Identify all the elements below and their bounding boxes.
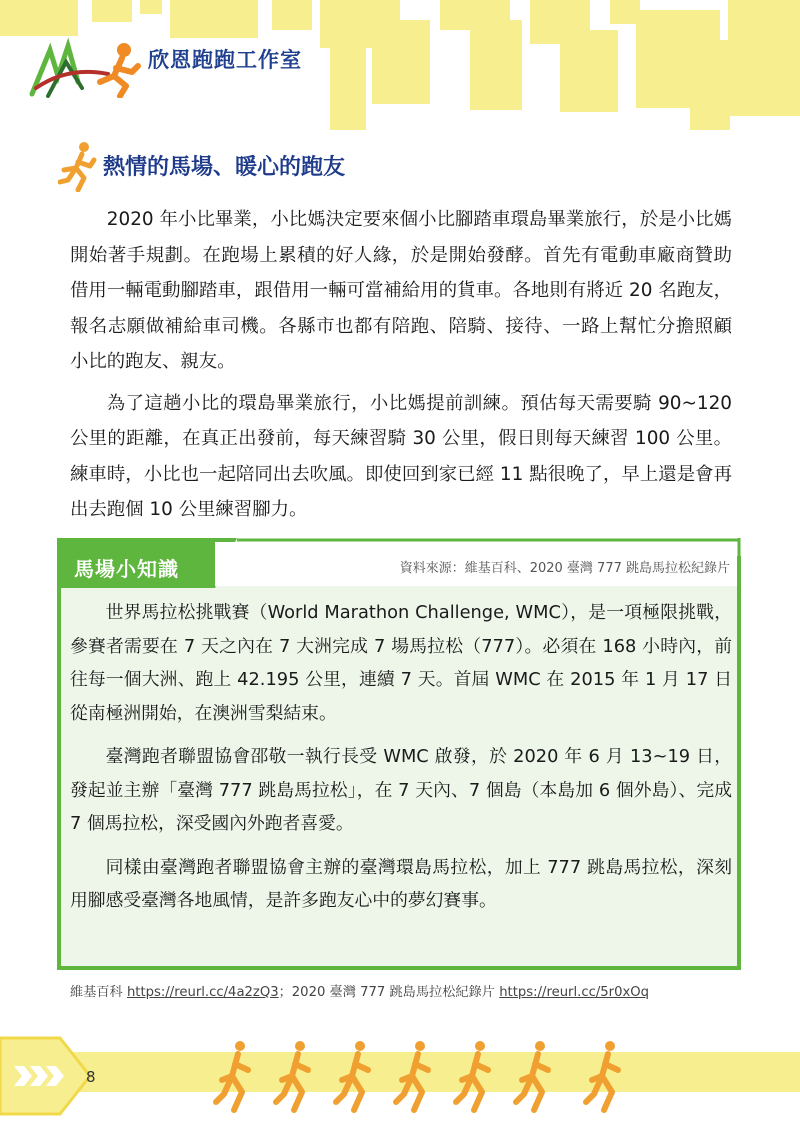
reference-separator: ；	[278, 985, 292, 1000]
footer-band	[0, 1030, 800, 1132]
trivia-paragraph: 同樣由臺灣跑者聯盟協會主辦的臺灣環島馬拉松，加上 777 跳島馬拉松，深刻用腳感受臺灣各地風情，是許多跑友心中的夢幻賽事。	[70, 856, 732, 911]
reference-link[interactable]: https://reurl.cc/4a2zQ3	[126, 985, 279, 1000]
story-body	[70, 202, 732, 534]
trivia-paragraph: 世界馬拉松挑戰賽（World Marathon Challenge, WMC），是一項極限挑戰，參賽者需要在 7 天之內在 7 大洲完成 7 場馬拉松（777）。必須在 168 小時內，前往每一個大洲、跑上 42.195 公里，連續 7 天。首屆 WMC 在 2015 年 1 月 17 日從南極洲開始，在澳洲雪梨結束。	[70, 602, 732, 724]
trivia-source: 資料來源：維基百科、2020 臺灣 777 跳島馬拉松紀錄片	[399, 561, 730, 576]
section-title: 熱情的馬場、暖心的跑友	[103, 155, 346, 180]
reference-link[interactable]: https://reurl.cc/5r0xOq	[499, 985, 650, 1000]
studio-name: 欣恩跑跑工作室	[148, 48, 302, 72]
references	[70, 981, 649, 1000]
trivia-paragraph: 臺灣跑者聯盟協會邵敬一執行長受 WMC 啟發，於 2020 年 6 月 13~19 日，發起並主辦「臺灣 777 跳島馬拉松」，在 7 天內、7 個島（本島加 6 個外島）、完成 7 個馬拉松，深受國內外跑者喜愛。	[70, 746, 732, 834]
runner-icon	[58, 140, 98, 192]
reference-label: 維基百科	[70, 985, 123, 1000]
story-paragraph: 2020 年小比畢業，小比媽決定要來個小比腳踏車環島畢業旅行，於是小比媽開始著手規劃。在跑場上累積的好人緣，於是開始發酵。首先有電動車廠商贊助借用一輛電動腳踏車，跟借用一輛可當補給用的貨車。各地則有將近 20 名跑友，報名志願做補給車司機。各縣市也都有陪跑、陪騎、接待、一路上幫忙分擔照顧小比的跑友、親友。	[70, 209, 732, 372]
trivia-tag: 馬場小知識	[74, 557, 179, 581]
studio-logo	[28, 36, 148, 98]
trivia-body	[70, 596, 732, 928]
reference-label: 2020 臺灣 777 跳島馬拉松紀錄片	[291, 985, 495, 1000]
page-number: 8	[86, 1068, 96, 1086]
story-paragraph: 為了這趟小比的環島畢業旅行，小比媽提前訓練。預估每天需要騎 90~120 公里的距離，在真正出發前，每天練習騎 30 公里，假日則每天練習 100 公里。練車時，小比也一起陪同出去吹風。即使回到家已經 11 點很晚了，早上還是會再出去跑個 10 公里練習腳力。	[70, 392, 732, 520]
